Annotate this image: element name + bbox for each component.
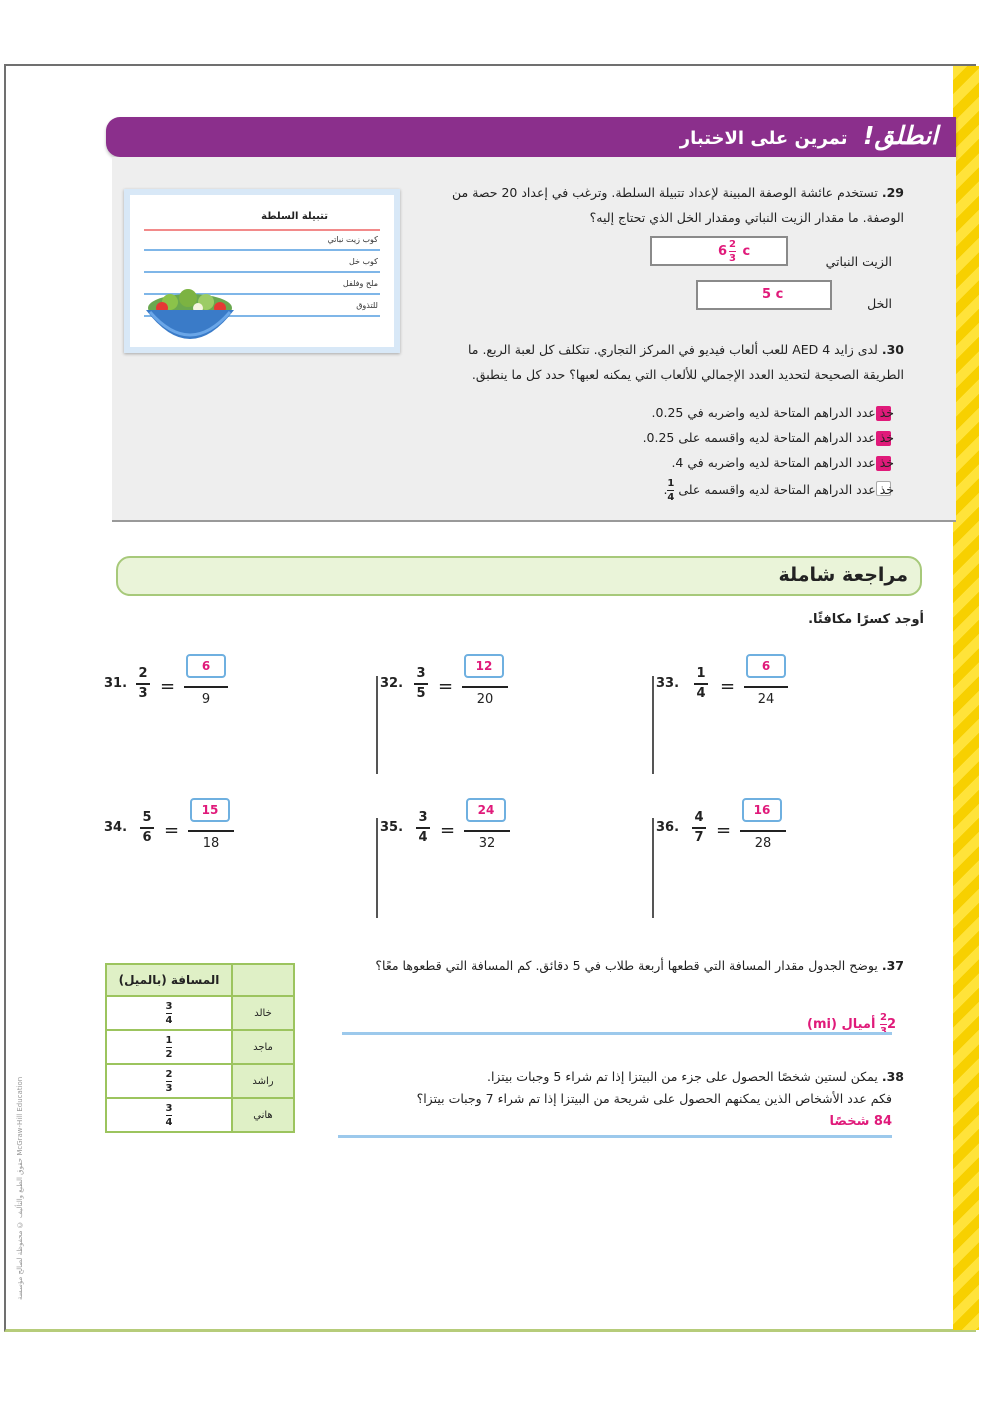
option-2: خذ عدد الدراهم المتاحة لديه واقسمه على 0.25. [642,430,894,445]
distance-cell [106,1064,232,1098]
table-row [106,1030,294,1064]
equals-sign: = [160,676,176,697]
den: 3 [165,1082,173,1094]
divider [376,818,378,918]
section-banner [106,117,956,157]
answer-line [338,1135,892,1138]
table-row [106,996,294,1030]
den: 4 [418,830,428,845]
table-row [106,1098,294,1132]
den: 3 [138,686,148,701]
num: 1 [165,1034,173,1046]
oil-whole: 6 [718,244,728,259]
answer-box[interactable]: 6 [746,654,786,678]
question-text: تستخدم عائشة الوصفة المبينة لإعداد تتبيلة السلطة. وترغب في إعداد 20 حصة من الوصفة. ما مقدار الزيت النباتي ومقدار الخل الذي تحتاج إليه؟ [452,185,904,225]
question-30 [424,337,904,387]
recipe-line [144,249,380,251]
table-header-empty [232,964,294,996]
question-29 [424,180,904,230]
review-header [116,556,922,596]
question-text-1: يمكن لستين شخصًا الحصول على جزء من البيتزا إذا تم شراء 5 وجبات بيتزا. [486,1069,878,1084]
fraction-bar [414,683,428,685]
fraction-bar [744,686,788,688]
fraction-bar [140,827,154,829]
answer-line [342,1032,892,1035]
den: 4 [696,686,706,701]
den: 6 [142,830,152,845]
recipe-item: ملح وفلفل [342,279,378,288]
problem-31 [104,654,304,714]
option-3: خذ عدد الدراهم المتاحة لديه واضربه في 4. [671,455,894,470]
question-number: 29. [881,185,904,200]
answer-unit: أميال (mi) [807,1017,876,1032]
answer-box[interactable]: 16 [742,798,782,822]
vinegar-label: الخل [867,296,892,311]
num: 3 [416,666,426,681]
den: 5 [416,686,426,701]
problem-number: 36. [656,820,680,835]
num: 3 [165,1102,173,1114]
question-number: 38. [881,1069,904,1084]
answer-box[interactable]: 6 [186,654,226,678]
option-4-tail: . [663,482,668,497]
fraction-bar [136,683,150,685]
option-1: خذ عدد الدراهم المتاحة لديه واضربه في 0.25. [651,405,894,420]
fraction-bar [184,686,228,688]
fraction-bar [416,827,430,829]
option-4-fraction [667,478,674,503]
decorative-strip [953,66,979,1330]
equals-sign: = [164,820,180,841]
student-name: هاني [232,1098,294,1132]
problem-34 [104,798,304,858]
recipe-line [144,229,380,231]
target-den: 32 [478,836,496,851]
answer-box[interactable]: 24 [466,798,506,822]
target-den: 28 [754,836,772,851]
given-fraction [694,666,708,702]
equals-sign: = [720,676,736,697]
recipe-item: كوب زيت نباتي [327,235,378,244]
den: 7 [694,830,704,845]
instruction: أوجد كسرًا مكافئًا. [808,612,924,627]
num: 2 [138,666,148,681]
fraction-bar [166,1047,173,1048]
distance-cell [106,996,232,1030]
q38-answer: 84 شخصًا [829,1114,892,1129]
table-row [106,1064,294,1098]
recipe-line [144,271,380,273]
equals-sign: = [440,820,456,841]
question-number: 37. [881,958,904,973]
num: 2 [879,1012,887,1023]
problem-number: 35. [380,820,404,835]
distance-fraction [166,1001,173,1026]
salad-bowl-image [140,278,240,354]
distance-fraction [166,1035,173,1060]
answer-whole: 2 [886,1017,896,1032]
distance-fraction [166,1069,173,1094]
divider [652,676,654,774]
problem-35 [380,798,580,858]
den: 4 [165,1014,173,1026]
given-fraction [414,666,428,702]
fraction-bar [694,683,708,685]
divider [652,818,654,918]
distance-table [105,963,295,1133]
problem-number: 31. [104,676,128,691]
fraction-bar [692,827,706,829]
target-den: 20 [476,692,494,707]
question-text: لدى زايد 4 AED للعب ألعاب فيديو في المركز التجاري. تتكلف كل لعبة الربع. ما الطريقة الصحيحة لتحديد العدد الإجمالي للألعاب التي يمكنه لعبها؟ حدد كل ما ينطبق. [467,342,904,382]
oil-den: 3 [729,253,737,264]
distance-cell [106,1098,232,1132]
equals-sign: = [716,820,732,841]
copyright-note: حقوق الطبع والتأليف © محفوظة لصالح مؤسسة McGraw-Hill Education [16,1076,24,1300]
problem-33 [656,654,856,714]
oil-num: 2 [729,239,737,250]
fraction-bar [880,1024,887,1025]
option-4 [663,478,894,503]
target-den: 18 [202,836,220,851]
recipe-title: تتبيلة السلطة [261,211,328,222]
fraction-bar [166,1115,173,1116]
review-title: مراجعة شاملة [778,564,908,586]
den: 2 [165,1048,173,1060]
num: 5 [142,810,152,825]
given-fraction [692,810,706,846]
given-fraction [136,666,150,702]
target-den: 24 [757,692,775,707]
oil-fraction [729,239,736,264]
den: 4 [165,1116,173,1128]
distance-fraction [166,1103,173,1128]
num: 4 [694,810,704,825]
fraction-bar [462,686,508,688]
oil-unit: c [742,244,751,259]
given-fraction [416,810,430,846]
table-header: المسافة (بالميل) [106,964,232,996]
fraction-bar [464,830,510,832]
problem-number: 32. [380,676,404,691]
banner-subtitle: تمرين على الاختبار [679,128,848,149]
question-number: 30. [881,342,904,357]
num: 2 [165,1068,173,1080]
fraction-bar [188,830,234,832]
frac-den: 4 [667,492,675,503]
student-name: خالد [232,996,294,1030]
fraction-bar [729,251,736,252]
divider [376,676,378,774]
vinegar-answer: 5 c [762,287,784,302]
problem-36 [656,798,856,858]
question-38-line2: فكم عدد الأشخاص الذين يمكنهم الحصول على شريحة من البيتزا إذا تم شراء 7 وجبات بيتزا؟ [416,1091,892,1106]
answer-box[interactable]: 12 [464,654,504,678]
oil-label: الزيت النباتي [825,254,892,269]
option-4-text: خذ عدد الدراهم المتاحة لديه واقسمه على [678,482,894,497]
fraction-bar [166,1081,173,1082]
recipe-item: كوب خل [348,257,378,266]
problem-number: 33. [656,676,680,691]
recipe-item: للتذوق [356,301,378,310]
question-37 [344,953,904,978]
fraction-bar [166,1013,173,1014]
answer-box[interactable]: 15 [190,798,230,822]
problem-32 [380,654,580,714]
problem-number: 34. [104,820,128,835]
num: 3 [165,1000,173,1012]
given-fraction [140,810,154,846]
question-text: يوضح الجدول مقدار المسافة التي قطعها أربعة طلاب في 5 دقائق. كم المسافة التي قطعوها معًا؟ [375,958,878,973]
num: 1 [696,666,706,681]
fraction-bar [667,490,674,491]
target-den: 9 [201,692,211,707]
distance-cell [106,1030,232,1064]
fraction-bar [740,830,786,832]
frac-num: 1 [667,478,675,489]
student-name: راشد [232,1064,294,1098]
num: 3 [418,810,428,825]
student-name: ماجد [232,1030,294,1064]
banner-title: انطلق! [863,121,938,150]
oil-answer [718,239,750,264]
equals-sign: = [438,676,454,697]
